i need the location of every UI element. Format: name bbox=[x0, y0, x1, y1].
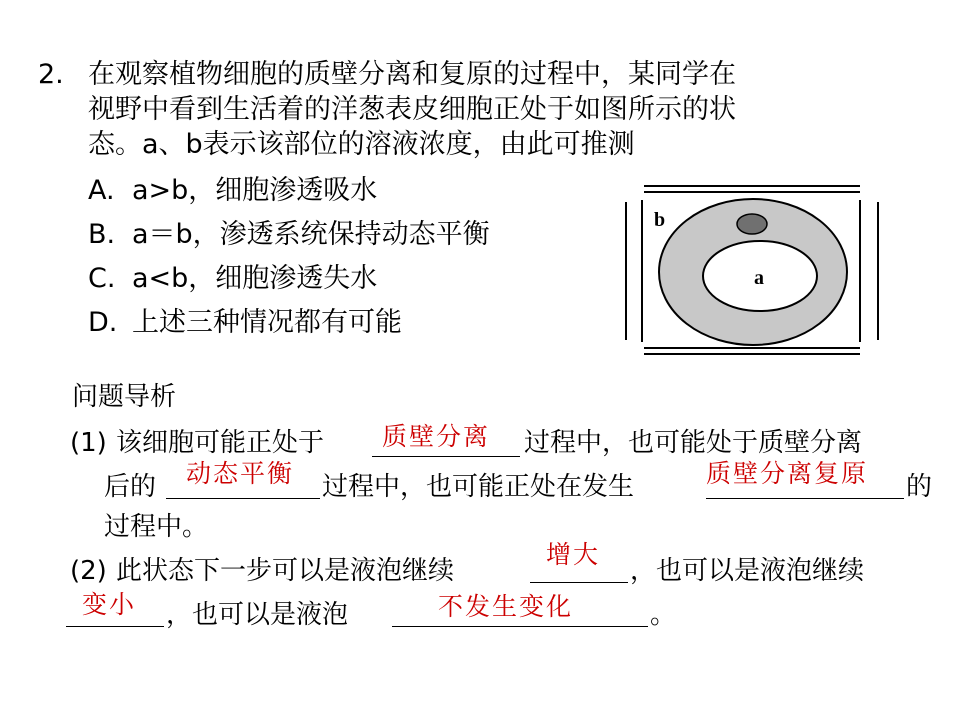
p2-blank-2 bbox=[66, 626, 164, 627]
p1-blank-2 bbox=[166, 498, 320, 499]
label-b: b bbox=[654, 209, 666, 231]
p1-text-f: 过程中。 bbox=[104, 512, 209, 542]
p2-answer-3: 不发生变化 bbox=[438, 592, 574, 621]
p1-text-d: 过程中，也可能正处在发生 bbox=[322, 472, 635, 502]
p2-text-b: ，也可以是液泡继续 bbox=[630, 556, 865, 586]
question-stem-line-1: 在观察植物细胞的质壁分离和复原的过程中，某同学在 bbox=[88, 59, 736, 90]
p2-answer-2: 变小 bbox=[82, 590, 137, 619]
question-number: 2. bbox=[38, 59, 64, 90]
p1-answer-2: 动态平衡 bbox=[186, 459, 295, 488]
option-c-label: C. bbox=[88, 263, 116, 294]
p2-blank-1 bbox=[530, 582, 628, 583]
option-a-text: a>b，细胞渗透吸水 bbox=[132, 175, 378, 206]
p1-answer-1: 质壁分离 bbox=[382, 422, 491, 451]
p1-text-a: 该细胞可能正处于 bbox=[116, 428, 325, 458]
label-a: a bbox=[754, 267, 764, 289]
p2-prefix: (2) bbox=[70, 556, 107, 586]
option-a-label: A. bbox=[88, 175, 115, 206]
p2-answer-1: 增大 bbox=[546, 540, 601, 569]
p1-blank-3 bbox=[706, 498, 904, 499]
plant-cell-diagram bbox=[622, 180, 892, 370]
p1-text-b: 过程中，也可能处于质壁分离 bbox=[524, 428, 863, 458]
option-b-text: a＝b，渗透系统保持动态平衡 bbox=[132, 219, 490, 250]
option-c-text: a<b，细胞渗透失水 bbox=[132, 263, 378, 294]
p2-text-c: ，也可以是液泡 bbox=[166, 600, 349, 630]
option-d-label: D. bbox=[88, 307, 118, 338]
p2-blank-3 bbox=[392, 626, 648, 627]
option-d-text: 上述三种情况都有可能 bbox=[132, 307, 402, 338]
question-stem-line-3: 态。a、b表示该部位的溶液浓度，由此可推测 bbox=[88, 129, 635, 160]
p1-answer-3: 质壁分离复原 bbox=[706, 459, 869, 488]
p2-text-d: 。 bbox=[650, 600, 677, 630]
p1-text-e: 的 bbox=[906, 472, 933, 502]
p1-blank-1 bbox=[372, 456, 520, 457]
p1-prefix: (1) bbox=[70, 428, 107, 458]
p2-text-a: 此状态下一步可以是液泡继续 bbox=[116, 556, 455, 586]
option-b-label: B. bbox=[88, 219, 116, 250]
guide-heading: 问题导析 bbox=[72, 382, 177, 412]
p1-text-c: 后的 bbox=[104, 472, 157, 502]
nucleus bbox=[737, 214, 767, 234]
question-stem-line-2: 视野中看到生活着的洋葱表皮细胞正处于如图所示的状 bbox=[88, 94, 736, 125]
